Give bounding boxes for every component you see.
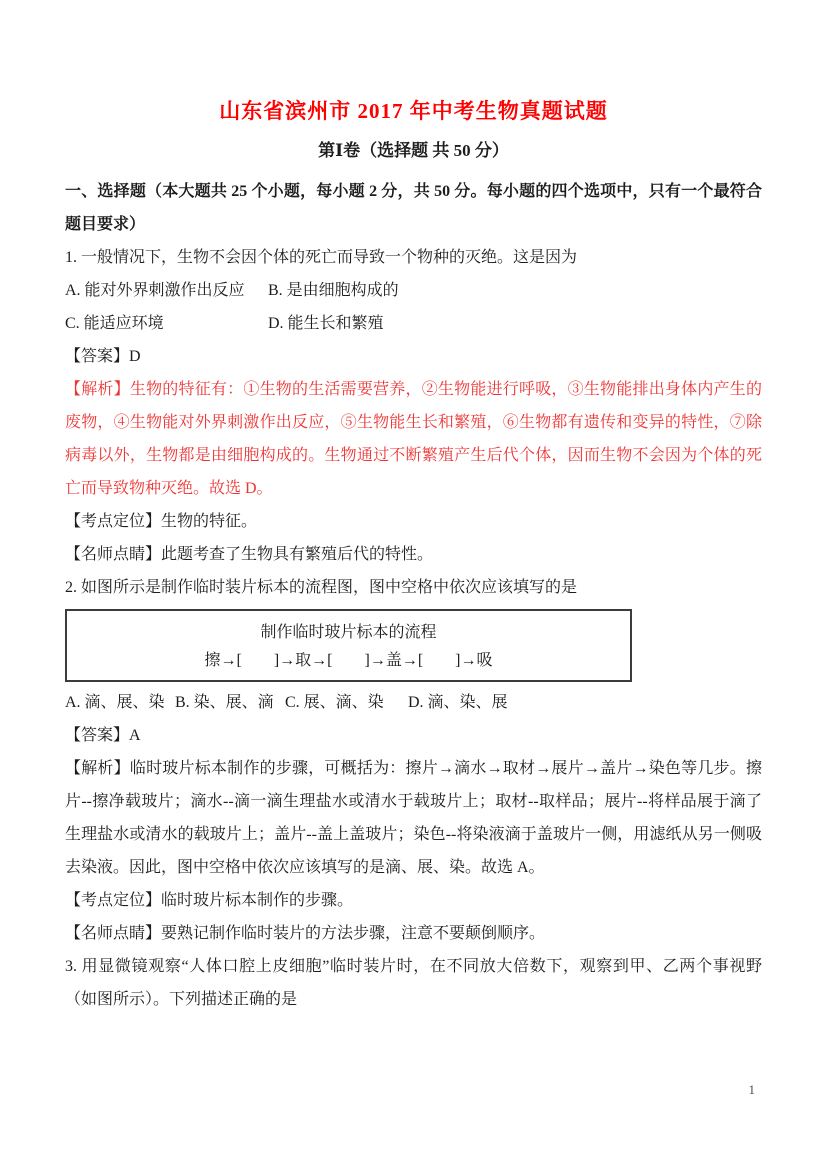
option-b: B. 染、展、滴 [175,694,274,711]
question-1-options [65,274,762,340]
option-b: B. 是由细胞构成的 [268,282,399,299]
figure-title: 制作临时玻片标本的流程 [260,624,437,641]
teacher-tip-line: 【名师点睛】要熟记制作临时装片的方法步骤，注意不要颠倒顺序。 [65,925,546,942]
option-d: D. 滴、染、展 [408,694,508,711]
question-3-stem: 3. 用显微镜观察“人体口腔上皮细胞”临时装片时，在不同放大倍数下，观察到甲、乙两个事视野（如图所示）。下列描述正确的是 [65,958,762,1008]
question-2 [65,571,762,950]
option-c: C. 展、滴、染 [285,694,384,711]
question-1-stem: 1. 一般情况下，生物不会因个体的死亡而导致一个物种的灭绝。这是因为 [65,249,578,266]
document-title: 山东省滨州市 2017 年中考生物真题试题 [219,99,608,123]
figure-flow: 擦→[ ]→取→[ ]→盖→[ ]→吸 [204,652,493,669]
answer-line: 【答案】D [65,348,141,365]
exam-point-line: 【考点定位】临时玻片标本制作的步骤。 [65,892,354,909]
page-number: 1 [748,1082,755,1097]
question-3 [65,950,762,1016]
option-c: C. 能适应环境 [65,315,164,332]
exam-point-line: 【考点定位】生物的特征。 [65,513,258,530]
analysis-text: 【解析】生物的特征有：①生物的生活需要营养，②生物能进行呼吸，③生物能排出身体内产生的废物，④生物能对外界刺激作出反应，⑤生物能生长和繁殖，⑥生物都有遗传和变异的特性，⑦除病毒以外，生物都是由细胞构成的。生物通过不断繁殖产生后代个体，因而生物不会因为个体的死亡而导致物种灭绝。故选 D。 [65,381,762,497]
option-d: D. 能生长和繁殖 [268,315,384,332]
analysis-text: 【解析】临时玻片标本制作的步骤，可概括为：擦片→滴水→取材→展片→盖片→染色等几步。擦片--擦净载玻片；滴水--滴一滴生理盐水或清水于载玻片上；取材--取样品；展片--将样品展于滴了生理盐水或清水的载玻片上；盖片--盖上盖玻片；染色--将染液滴于盖玻片一侧，用滤纸从另一侧吸去染液。因此，图中空格中依次应该填写的是滴、展、染。故选 A。 [65,760,762,876]
question-1 [65,241,762,571]
question-2-options [65,686,762,719]
flow-figure [65,609,632,682]
option-a: A. 能对外界刺激作出反应 [65,282,245,299]
question-2-stem: 2. 如图所示是制作临时装片标本的流程图，图中空格中依次应该填写的是 [65,579,578,596]
answer-line: 【答案】A [65,727,141,744]
option-a: A. 滴、展、染 [65,694,165,711]
volume-heading: 第Ⅰ卷（选择题 共 50 分） [318,141,509,160]
section-heading: 一、选择题（本大题共 25 个小题，每小题 2 分，共 50 分。每小题的四个选项中，只有一个最符合题目要求） [65,183,762,233]
teacher-tip-line: 【名师点睛】此题考查了生物具有繁殖后代的特性。 [65,546,434,563]
